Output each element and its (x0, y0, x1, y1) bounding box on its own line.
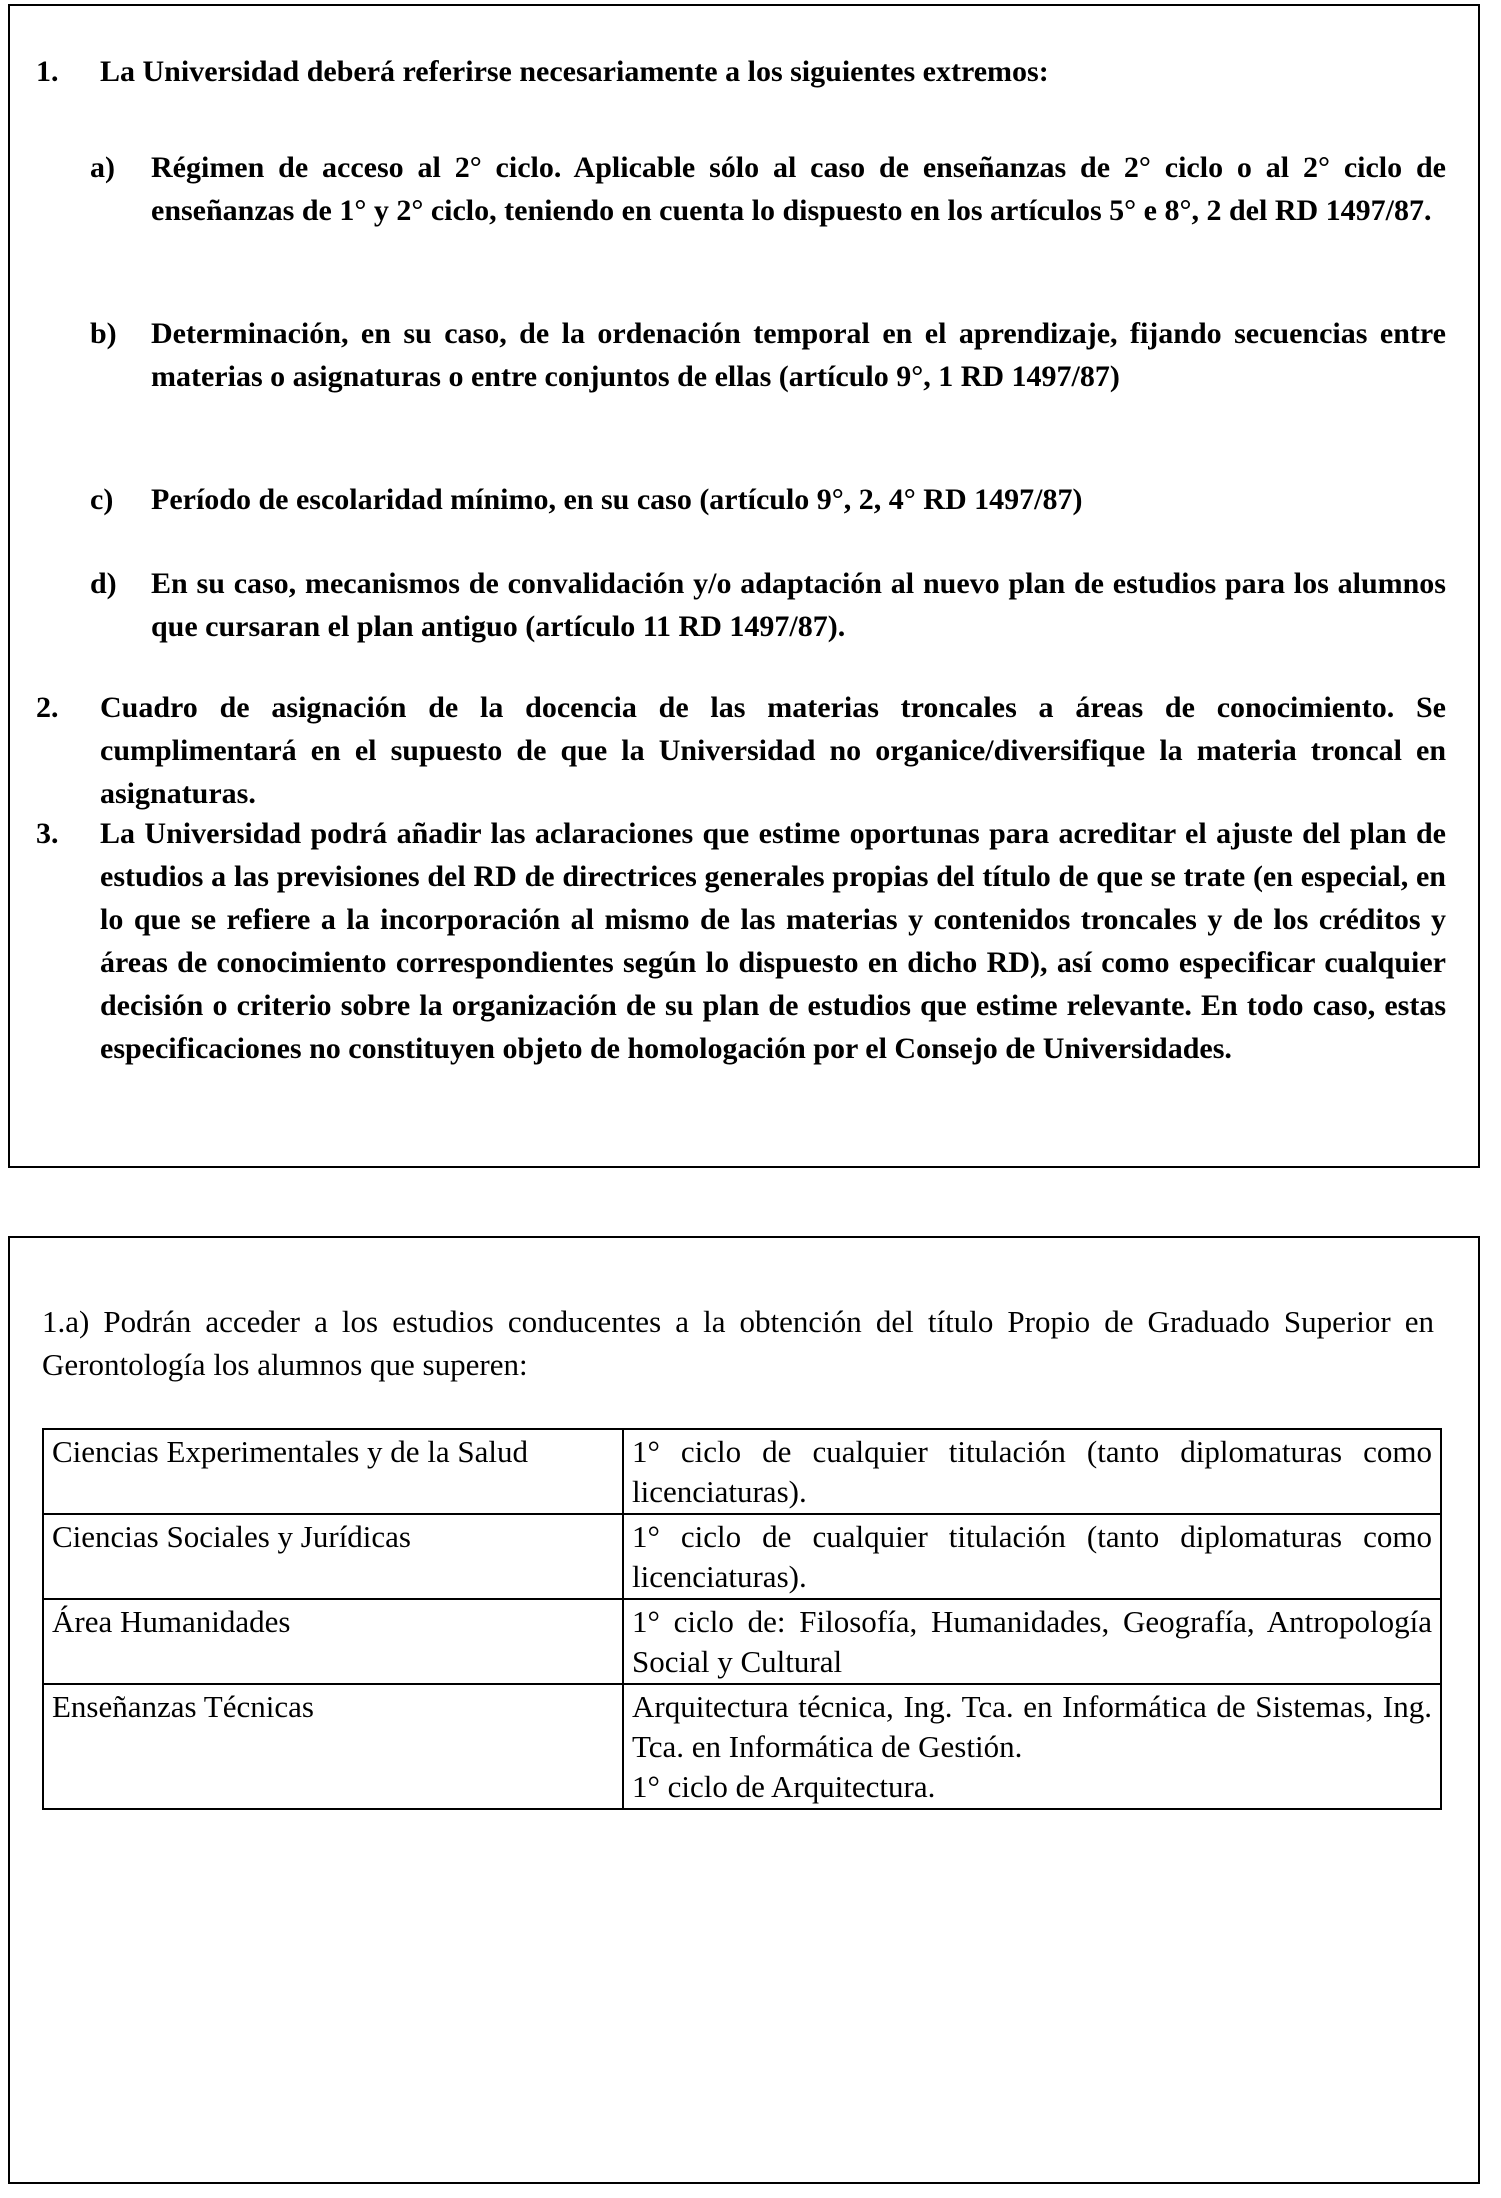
requirement-line: 1° ciclo de: Filosofía, Humanidades, Geografía, Antropología Social y Cultural (632, 1604, 1432, 1679)
subitem-text: Período de escolaridad mínimo, en su caso (artículo 9°, 2, 4° RD 1497/87) (151, 483, 1083, 516)
area-cell: Enseñanzas Técnicas (43, 1684, 623, 1809)
requirement-line: 1° ciclo de Arquitectura. (632, 1769, 936, 1804)
subitem-letter: d) (90, 567, 117, 600)
subitem-text: En su caso, mecanismos de convalidación y/o adaptación al nuevo plan de estudios para los alumnos que cursaran el plan antiguo (artículo 11 RD 1497/87). (151, 567, 1446, 643)
table-row (43, 1429, 1441, 1514)
requirement-line: 1° ciclo de cualquier titulación (tanto diplomaturas como licenciaturas). (632, 1519, 1432, 1594)
requirement-cell (623, 1684, 1441, 1809)
table-row (43, 1684, 1441, 1809)
subitem-text: Régimen de acceso al 2° ciclo. Aplicable sólo al caso de enseñanzas de 2° ciclo o al 2° ciclo de enseñanzas de 1° y 2° ciclo, teniendo en cuenta lo dispuesto en los artículos 5° e 8°, 2 del RD 1497/87. (151, 151, 1446, 227)
item-text: La Universidad deberá referirse necesariamente a los siguientes extremos: (100, 55, 1049, 88)
requirement-cell (623, 1599, 1441, 1684)
requirement-cell (623, 1514, 1441, 1599)
requirement-cell (623, 1429, 1441, 1514)
area-cell: Ciencias Experimentales y de la Salud (43, 1429, 623, 1514)
subitem-letter: a) (90, 151, 115, 184)
area-cell: Ciencias Sociales y Jurídicas (43, 1514, 623, 1599)
subitem-letter: b) (90, 317, 117, 350)
item-text: Cuadro de asignación de la docencia de las materias troncales a áreas de conocimiento. Se cumplimentará en el supuesto de que la Universidad no organice/diversifique la materia troncal en asignaturas. (100, 691, 1446, 810)
area-cell: Área Humanidades (43, 1599, 623, 1684)
table-row (43, 1514, 1441, 1599)
instructions-box (8, 4, 1480, 1168)
access-intro: 1.a) Podrán acceder a los estudios conducentes a la obtención del título Propio de Graduado Superior en Gerontología los alumnos que superen: (42, 1304, 1434, 1382)
item-number: 1. (36, 55, 59, 88)
item-number: 3. (36, 817, 59, 850)
item-text: La Universidad podrá añadir las aclaraciones que estime oportunas para acreditar el ajuste del plan de estudios a las previsiones del RD de directrices generales propias del título de que se trate (en especial, en lo que se refiere a la incorporación al mismo de las materias y contenidos troncales y de los créditos y áreas de conocimiento correspondientes según lo dispuesto en dicho RD), así como especificar cualquier decisión o criterio sobre la organización de su plan de estudios que estime relevante. En todo caso, estas especificaciones no constituyen objeto de homologación por el Consejo de Universidades. (100, 817, 1446, 1065)
requirement-line: 1° ciclo de cualquier titulación (tanto diplomaturas como licenciaturas). (632, 1434, 1432, 1509)
access-box (8, 1236, 1480, 2184)
subitem-text: Determinación, en su caso, de la ordenación temporal en el aprendizaje, fijando secuencias entre materias o asignaturas o entre conjuntos de ellas (artículo 9°, 1 RD 1497/87) (151, 317, 1446, 393)
access-table (42, 1428, 1442, 1810)
requirement-line: Arquitectura técnica, Ing. Tca. en Informática de Sistemas, Ing. Tca. en Informática de Gestión. (632, 1689, 1432, 1764)
table-row (43, 1599, 1441, 1684)
subitem-letter: c) (90, 483, 114, 516)
item-number: 2. (36, 691, 59, 724)
